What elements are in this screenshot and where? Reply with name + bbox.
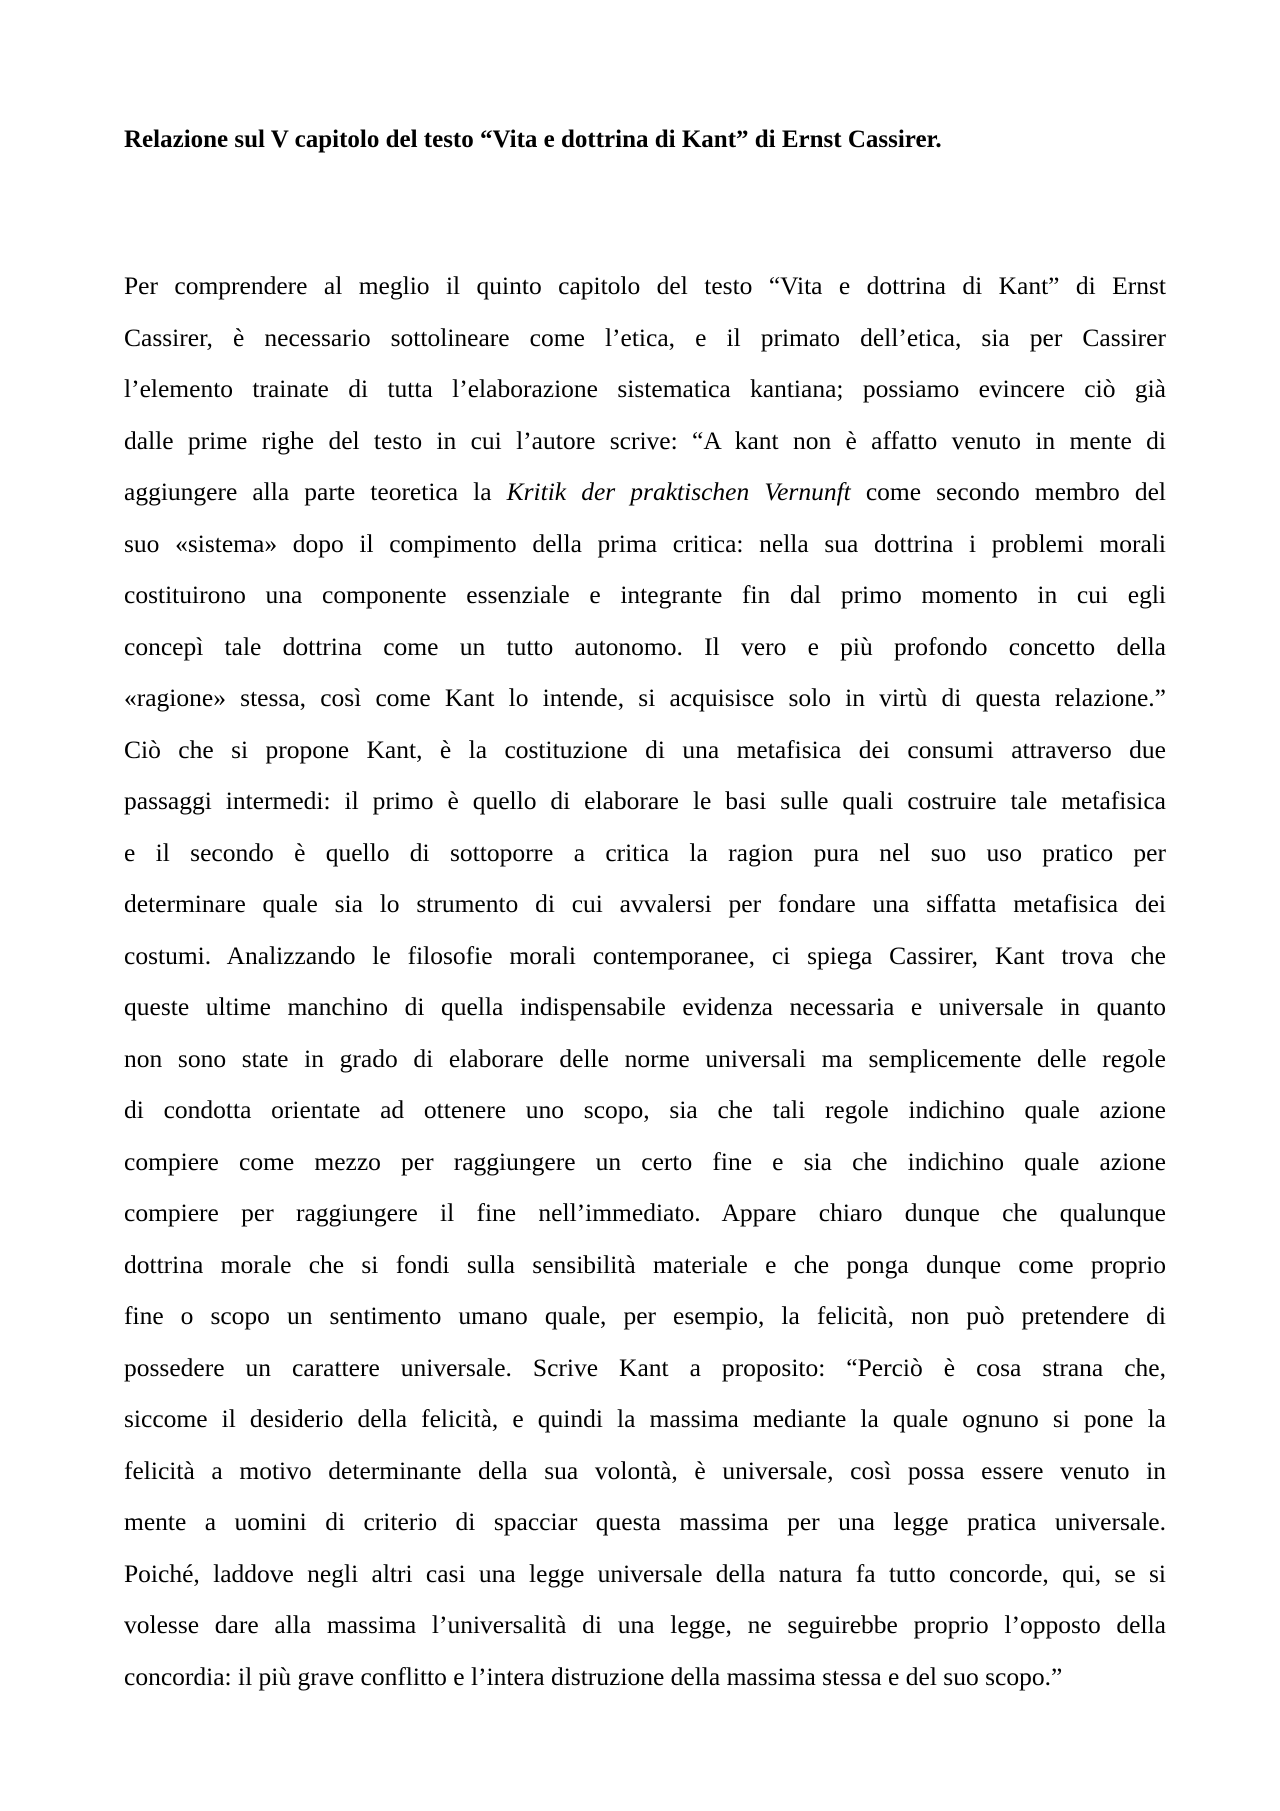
text-run: come secondo membro del	[850, 477, 1166, 506]
text-line	[124, 1290, 1166, 1342]
text-run: e il secondo è quello di sottoporre a critica la ragion pura nel suo uso pratico per	[124, 837, 1166, 867]
text-run: l’elemento trainate di tutta l’elaborazione sistematica kantiana; possiamo evincere ciò già	[124, 374, 1166, 403]
text-run: felicità a motivo determinante della sua volontà, è universale, così possa essere venuto in	[124, 1455, 1166, 1485]
text-run: determinare quale sia lo strumento di cui avvalersi per fondare una siffatta metafisica dei	[124, 889, 1166, 918]
text-run: fine o scopo un sentimento umano quale, per esempio, la felicità, non può pretendere di	[124, 1301, 1166, 1330]
text-line	[124, 518, 1166, 570]
document-title: Relazione sul V capitolo del testo “Vita e dottrina di Kant” di Ernst Cassirer.	[124, 126, 942, 153]
text-line	[124, 1239, 1166, 1291]
text-run: concordia: il più grave conflitto e l’intera distruzione della massima stessa e del suo scopo.”	[124, 1661, 1063, 1691]
text-line	[124, 1342, 1166, 1394]
text-line	[124, 1599, 1166, 1651]
text-line	[124, 312, 1166, 364]
text-run: passaggi intermedi: il primo è quello di elaborare le basi sulle quali costruire tale metafisica	[124, 786, 1166, 815]
text-run: mente a uomini di criterio di spacciar questa massima per una legge pratica universale.	[124, 1507, 1166, 1536]
text-run: aggiungere alla parte teoretica la	[124, 477, 507, 506]
text-line	[124, 415, 1166, 467]
text-line	[124, 466, 1166, 518]
text-run: Ciò che si propone Kant, è la costituzione di una metafisica dei consumi attraverso due	[124, 734, 1166, 764]
text-line	[124, 1496, 1166, 1548]
text-run: Per comprendere al meglio il quinto capitolo del testo “Vita e dottrina di Kant” di Ernst	[124, 271, 1166, 300]
text-line	[124, 1187, 1166, 1239]
text-run: non sono state in grado di elaborare delle norme universali ma semplicemente delle regole	[124, 1043, 1166, 1073]
text-line	[124, 672, 1166, 724]
text-run: Cassirer, è necessario sottolineare come l’etica, e il primato dell’etica, sia per Cassirer	[124, 322, 1166, 352]
text-run: suo «sistema» dopo il compimento della prima critica: nella sua dottrina i problemi morali	[124, 528, 1166, 558]
text-run: Poiché, laddove negli altri casi una legge universale della natura fa tutto concorde, qui, se si	[124, 1558, 1166, 1588]
text-run: di condotta orientate ad ottenere uno scopo, sia che tali regole indichino quale azione	[124, 1095, 1166, 1124]
text-line	[124, 1033, 1166, 1085]
text-run: costumi. Analizzando le filosofie morali contemporanee, ci spiega Cassirer, Kant trova che	[124, 940, 1166, 970]
text-run: compiere per raggiungere il fine nell’immediato. Appare chiaro dunque che qualunque	[124, 1198, 1166, 1227]
text-run: dalle prime righe del testo in cui l’autore scrive: “A kant non è affatto venuto in mente di	[124, 425, 1166, 455]
body-paragraph	[124, 260, 1166, 1702]
text-line	[124, 1136, 1166, 1188]
text-line	[124, 1548, 1166, 1600]
text-run: siccome il desiderio della felicità, e quindi la massima mediante la quale ognuno si pone la	[124, 1404, 1166, 1433]
text-run: «ragione» stessa, così come Kant lo intende, si acquisisce solo in virtù di questa relazione.”	[124, 683, 1166, 712]
text-run: possedere un carattere universale. Scrive Kant a proposito: “Perciò è cosa strana che,	[124, 1352, 1166, 1382]
text-run: volesse dare alla massima l’universalità di una legge, ne seguirebbe proprio l’opposto della	[124, 1610, 1166, 1639]
text-line	[124, 260, 1166, 312]
text-line	[124, 827, 1166, 879]
text-run: dottrina morale che si fondi sulla sensibilità materiale e che ponga dunque come proprio	[124, 1249, 1166, 1279]
text-run: queste ultime manchino di quella indispensabile evidenza necessaria e universale in quanto	[124, 992, 1166, 1021]
text-line	[124, 621, 1166, 673]
text-run: costituirono una componente essenziale e integrante fin dal primo momento in cui egli	[124, 580, 1166, 609]
text-line	[124, 1084, 1166, 1136]
text-line	[124, 724, 1166, 776]
text-line	[124, 363, 1166, 415]
text-line	[124, 981, 1166, 1033]
text-line	[124, 1445, 1166, 1497]
text-line	[124, 930, 1166, 982]
text-line	[124, 1651, 1166, 1703]
text-line	[124, 775, 1166, 827]
italic-title-text: Kritik der praktischen Vernunft	[506, 477, 851, 506]
text-line	[124, 569, 1166, 621]
text-line	[124, 878, 1166, 930]
text-line	[124, 1393, 1166, 1445]
text-run: compiere come mezzo per raggiungere un certo fine e sia che indichino quale azione	[124, 1146, 1166, 1176]
text-run: concepì tale dottrina come un tutto autonomo. Il vero e più profondo concetto della	[124, 631, 1166, 661]
